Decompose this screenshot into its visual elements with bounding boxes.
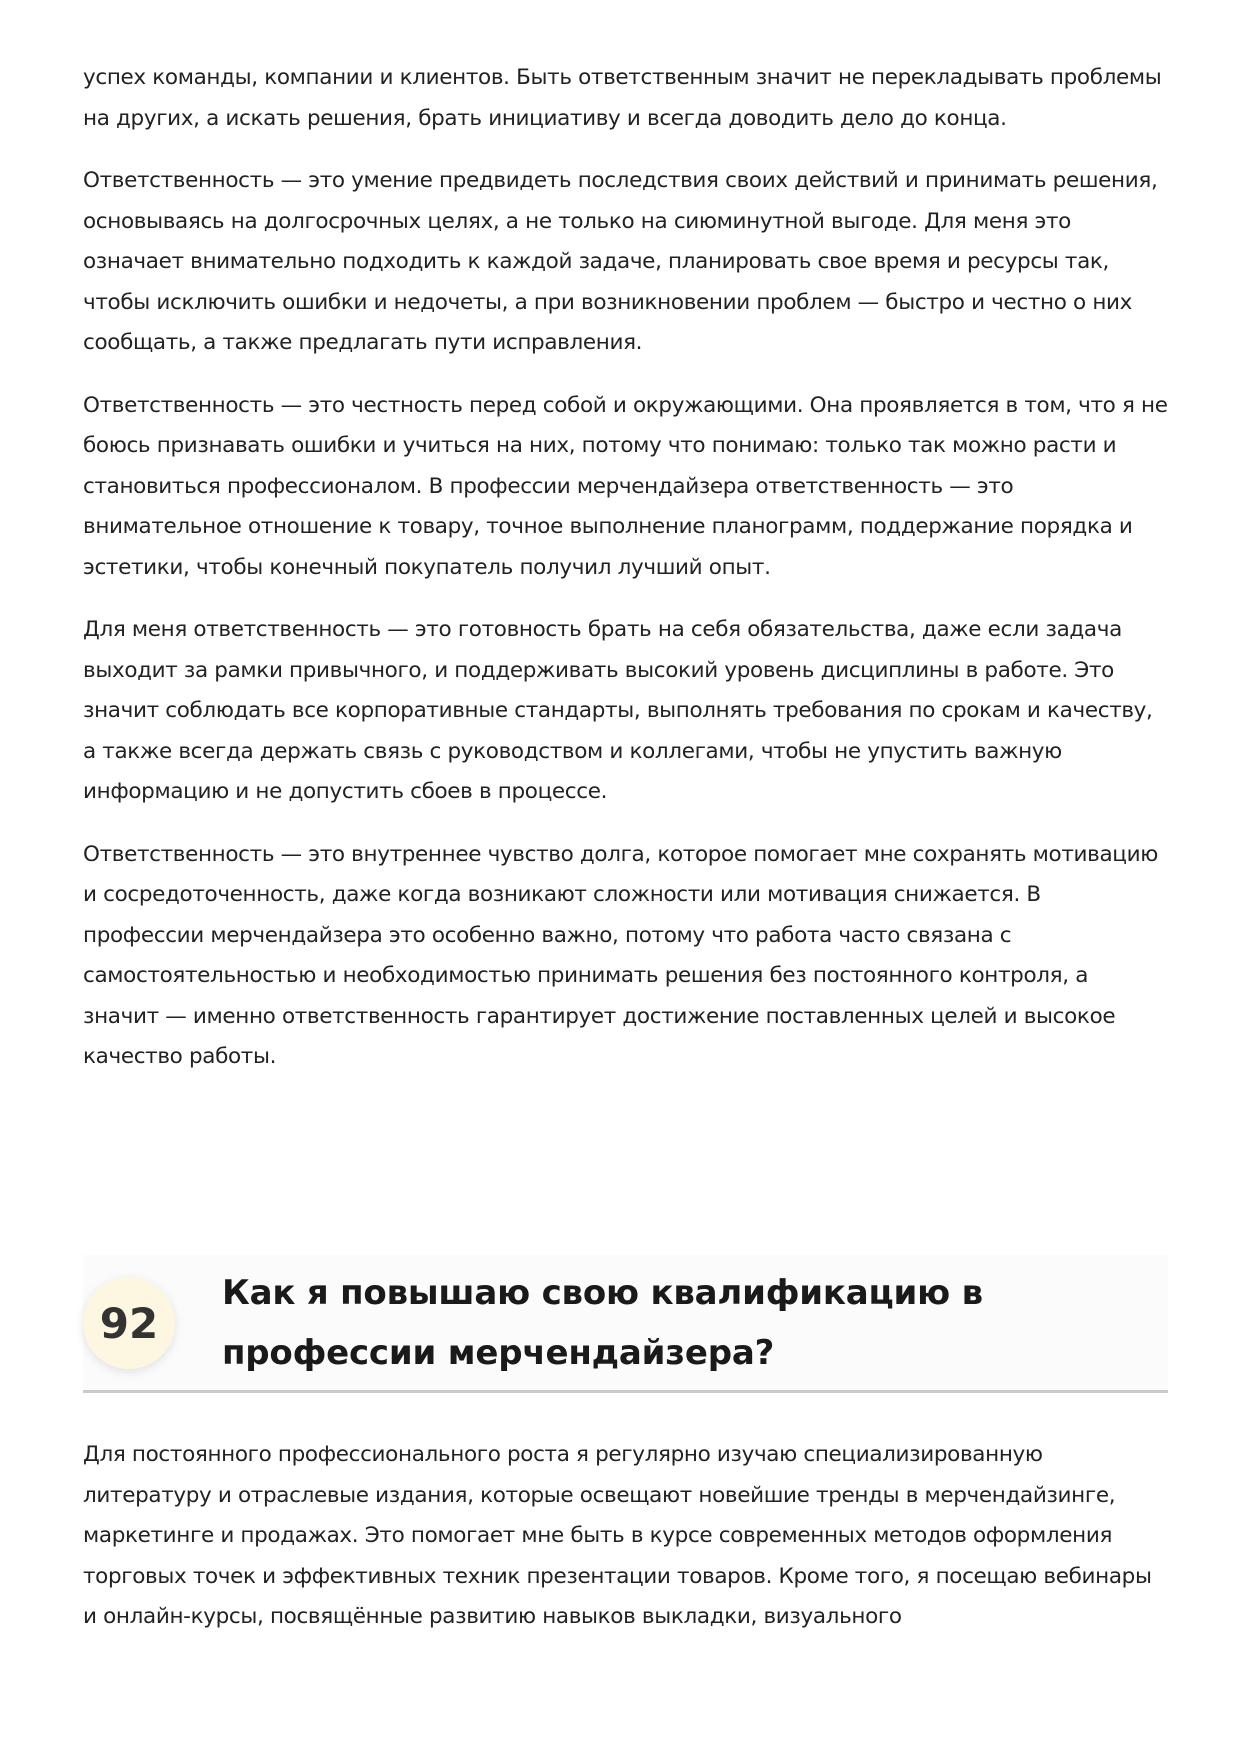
question-header [83,1255,1168,1393]
paragraph: успех команды, компании и клиентов. Быть ответственным значит не перекладывать проблемы на других, а искать решения, брать инициативу и всегда доводить дело до конца. [83,65,1162,131]
question-title: Как я повышаю свою квалификацию в профессии мерчендайзера? [222,1273,983,1373]
answer-paragraph: Для постоянного профессионального роста я регулярно изучаю специализированную литературу и отраслевые издания, которые освещают новейшие тренды в мерчендайзинге, маркетинге и продажах. Это помогает мне быть в курсе современных методов оформления торговых точек и эффективных техник презентации товаров. Кроме того, я посещаю вебинары и онлайн-курсы, посвящённые развитию навыков выкладки, визуального [83,1442,1152,1629]
paragraph: Ответственность — это внутреннее чувство долга, которое помогает мне сохранять мотивацию и сосредоточенность, даже когда возникают сложности или мотивация снижается. В профессии мерчендайзера это особенно важно, потому что работа часто связана с самостоятельностью и необходимостью принимать решения без постоянного контроля, а значит — именно ответственность гарантирует достижение поставленных целей и высокое качество работы. [83,841,1158,1069]
answer-body [83,1435,1168,1660]
paragraph: Ответственность — это умение предвидеть последствия своих действий и принимать решения, основываясь на долгосрочных целях, а не только на сиюминутной выгоде. Для меня это означает внимательно подходить к каждой задаче, планировать свое время и ресурсы так, чтобы исключить ошибки и недочеты, а при возникновении проблем — быстро и честно о них сообщать, а также предлагать пути исправления. [83,168,1158,355]
question-number-badge: 92 [83,1277,175,1369]
document-body [83,58,1168,1100]
paragraph: Для меня ответственность — это готовность брать на себя обязательства, даже если задача выходит за рамки привычного, и поддерживать высокий уровень дисциплины в работе. Это значит соблюдать все корпоративные стандарты, выполнять требования по срокам и качеству, а также всегда держать связь с руководством и коллегами, чтобы не упустить важную информацию и не допустить сбоев в процессе. [83,617,1153,804]
paragraph: Ответственность — это честность перед собой и окружающими. Она проявляется в том, что я не боюсь признавать ошибки и учиться на них, потому что понимаю: только так можно расти и становиться профессионалом. В профессии мерчендайзера ответственность — это внимательное отношение к товару, точное выполнение планограмм, поддержание порядка и эстетики, чтобы конечный покупатель получил лучший опыт. [83,392,1168,580]
